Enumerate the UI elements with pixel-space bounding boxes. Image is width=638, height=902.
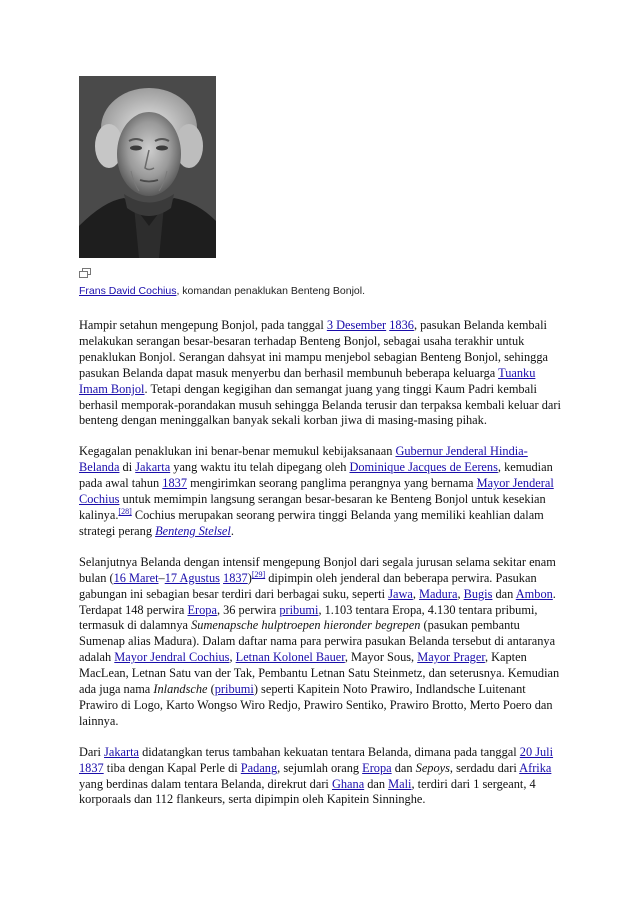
text: untuk memimpin langsung serangan besar-besaran ke Benteng Bonjol untuk kesekian kalinya. [79, 492, 546, 522]
link-bugis[interactable]: Bugis [463, 586, 493, 601]
text: , serdadu dari [449, 760, 520, 775]
text: , kemudian pada awal tahun [79, 460, 553, 491]
link-eropa[interactable]: Eropa [187, 602, 217, 617]
link-afrika[interactable]: Afrika [519, 760, 552, 775]
italic-text: Sepoys [415, 760, 450, 775]
text: dan [364, 776, 389, 791]
paragraph-2 [79, 444, 563, 539]
text: . Terdapat 148 perwira [79, 586, 556, 617]
paragraph-4 [79, 745, 563, 809]
text: . Tetapi dengan kegigihan dan semangat juang yang tinggi Kaum Padri kembali berhasil memporak-porandakan musuh sehingga Belanda terusir dan terpaksa kembali keluar dari benteng dengan meninggalkan banyak sekali korban jiwa di masing-masing pihak. [79, 381, 561, 428]
text: Dari [79, 744, 105, 759]
text: yang waktu itu telah dipegang oleh [170, 460, 350, 475]
text: di [119, 460, 136, 475]
paragraph-3 [79, 555, 563, 730]
text: dan [492, 586, 516, 601]
text: , [457, 586, 464, 601]
link-1836[interactable]: 1836 [389, 318, 414, 332]
link-3-desember[interactable]: 3 Desember [326, 318, 387, 332]
text: ( [207, 682, 215, 697]
image-caption [79, 284, 563, 298]
link-mayor-prager[interactable]: Mayor Prager [417, 650, 485, 665]
text: , Kapten MacLean, Letnan Satu van der Tak, Pembantu Letnan Satu Steinmetz, dan seterusnya. Kemudian ada juga nama [79, 650, 560, 697]
link-madura[interactable]: Madura [419, 586, 458, 601]
link-de-eerens[interactable]: Dominique Jacques de Eerens [349, 460, 498, 475]
article-body [79, 76, 563, 808]
text: , terdiri dari 1 sergeant, 4 korporaals dan 112 flankeurs, serta dipimpin oleh Kapitein Sinninghe. [79, 776, 536, 807]
link-jakarta[interactable]: Jakarta [104, 744, 139, 759]
link-jakarta[interactable]: Jakarta [135, 460, 171, 475]
link-ambon[interactable]: Ambon [515, 586, 553, 601]
link-20-juli[interactable]: 20 Juli [519, 744, 554, 759]
link-mayor-jendral-cochius[interactable]: Mayor Jendral Cochius [114, 650, 230, 665]
reference-29[interactable]: [29] [251, 569, 266, 579]
link-eropa[interactable]: Eropa [362, 760, 392, 775]
text: dan [391, 760, 416, 775]
text: – [158, 570, 165, 585]
link-16-maret[interactable]: 16 Maret [113, 570, 159, 585]
caption-link-cochius[interactable]: Frans David Cochius [79, 285, 177, 297]
link-jawa[interactable]: Jawa [388, 586, 413, 601]
text: ) seperti Kapitein Noto Prawiro, Indlandsche Luitenant Prawiro di Logo, Karto Wongso Wiro Redjo, Prawiro Sentiko, Prawiro Brotto, Merto Poero dan lainnya. [79, 682, 553, 728]
text: , Mayor Sous, [344, 650, 418, 665]
text: dipimpin oleh jenderal dan beberapa perwira. Pasukan gabungan ini sebagian besar terdiri dari berbagai suku, seperti [79, 570, 537, 601]
text: , [229, 650, 236, 665]
link-tuanku-imam-bonjol[interactable]: Tuanku Imam Bonjol [79, 365, 536, 396]
text: mengirimkan seorang panglima perangnya yang bernama [186, 476, 477, 491]
portrait-drawing [79, 76, 216, 258]
link-gubernur-jenderal[interactable]: Gubernur Jenderal Hindia-Belanda [79, 444, 528, 475]
paragraph-1 [79, 318, 563, 429]
link-pribumi[interactable]: pribumi [214, 682, 254, 697]
link-pribumi[interactable]: pribumi [279, 602, 319, 617]
text: (pasukan pembantu Sumenap alias Madura). Dalam daftar nama para perwira pasukan Belanda tersebut di antaranya adalah [79, 618, 556, 665]
link-padang[interactable]: Padang [240, 760, 278, 775]
link-mali[interactable]: Mali [388, 776, 412, 791]
text: , sejumlah orang [277, 760, 363, 775]
text: yang berdinas dalam tentara Belanda, direkrut dari [79, 776, 332, 791]
text: . [230, 523, 234, 538]
link-1837[interactable]: 1837 [162, 476, 187, 491]
italic-text: Inlandsche [153, 682, 208, 697]
text: Hampir setahun mengepung Bonjol, pada tanggal [79, 318, 327, 332]
text: , 1.103 tentara Eropa, 4.130 tentara pribumi, termasuk di dalamnya [79, 602, 538, 633]
portrait-image[interactable] [79, 76, 216, 258]
link-1837[interactable]: 1837 [223, 570, 248, 585]
reference-28[interactable]: [28] [118, 506, 132, 516]
text: ) [247, 570, 252, 585]
enlarge-icon[interactable] [79, 268, 91, 278]
link-ghana[interactable]: Ghana [331, 776, 365, 791]
text: , 36 perwira [216, 602, 280, 617]
link-benteng-stelsel[interactable]: Benteng Stelsel [155, 523, 231, 538]
text: , pasukan Belanda kembali melakukan serangan besar-besaran terhadap Benteng Bonjol, sebagai usaha terakhir untuk penaklukan Bonjol. Serangan dahsyat ini mampu menjebol sebagian Benteng Bonjol, sehingga pasukan Belanda dapat masuk menyerbu dan berhasil membunuh beberapa keluarga [79, 318, 548, 380]
italic-text: Sumenapsche hulptroepen hieronder begrepen [191, 618, 421, 633]
text: tiba dengan Kapal Perle di [103, 760, 241, 775]
text: Selanjutnya Belanda dengan intensif mengepung Bonjol dari segala jurusan selama sekitar enam bulan ( [79, 554, 556, 585]
link-mayor-jenderal-cochius[interactable]: Mayor Jenderal Cochius [79, 476, 554, 507]
link-17-agustus[interactable]: 17 Agustus [164, 570, 220, 585]
text: Cochius merupakan seorang perwira tinggi Belanda yang memiliki keahlian dalam strategi perang [79, 507, 544, 538]
text: didatangkan terus tambahan kekuatan tentara Belanda, dimana pada tanggal [138, 744, 520, 759]
caption-text: , komandan penaklukan Benteng Bonjol. [176, 285, 366, 297]
link-1837[interactable]: 1837 [79, 760, 104, 775]
text: Kegagalan penaklukan ini benar-benar memukul kebijaksanaan [79, 444, 396, 459]
text: , [412, 586, 420, 601]
link-letnan-kolonel-bauer[interactable]: Letnan Kolonel Bauer [235, 650, 345, 665]
